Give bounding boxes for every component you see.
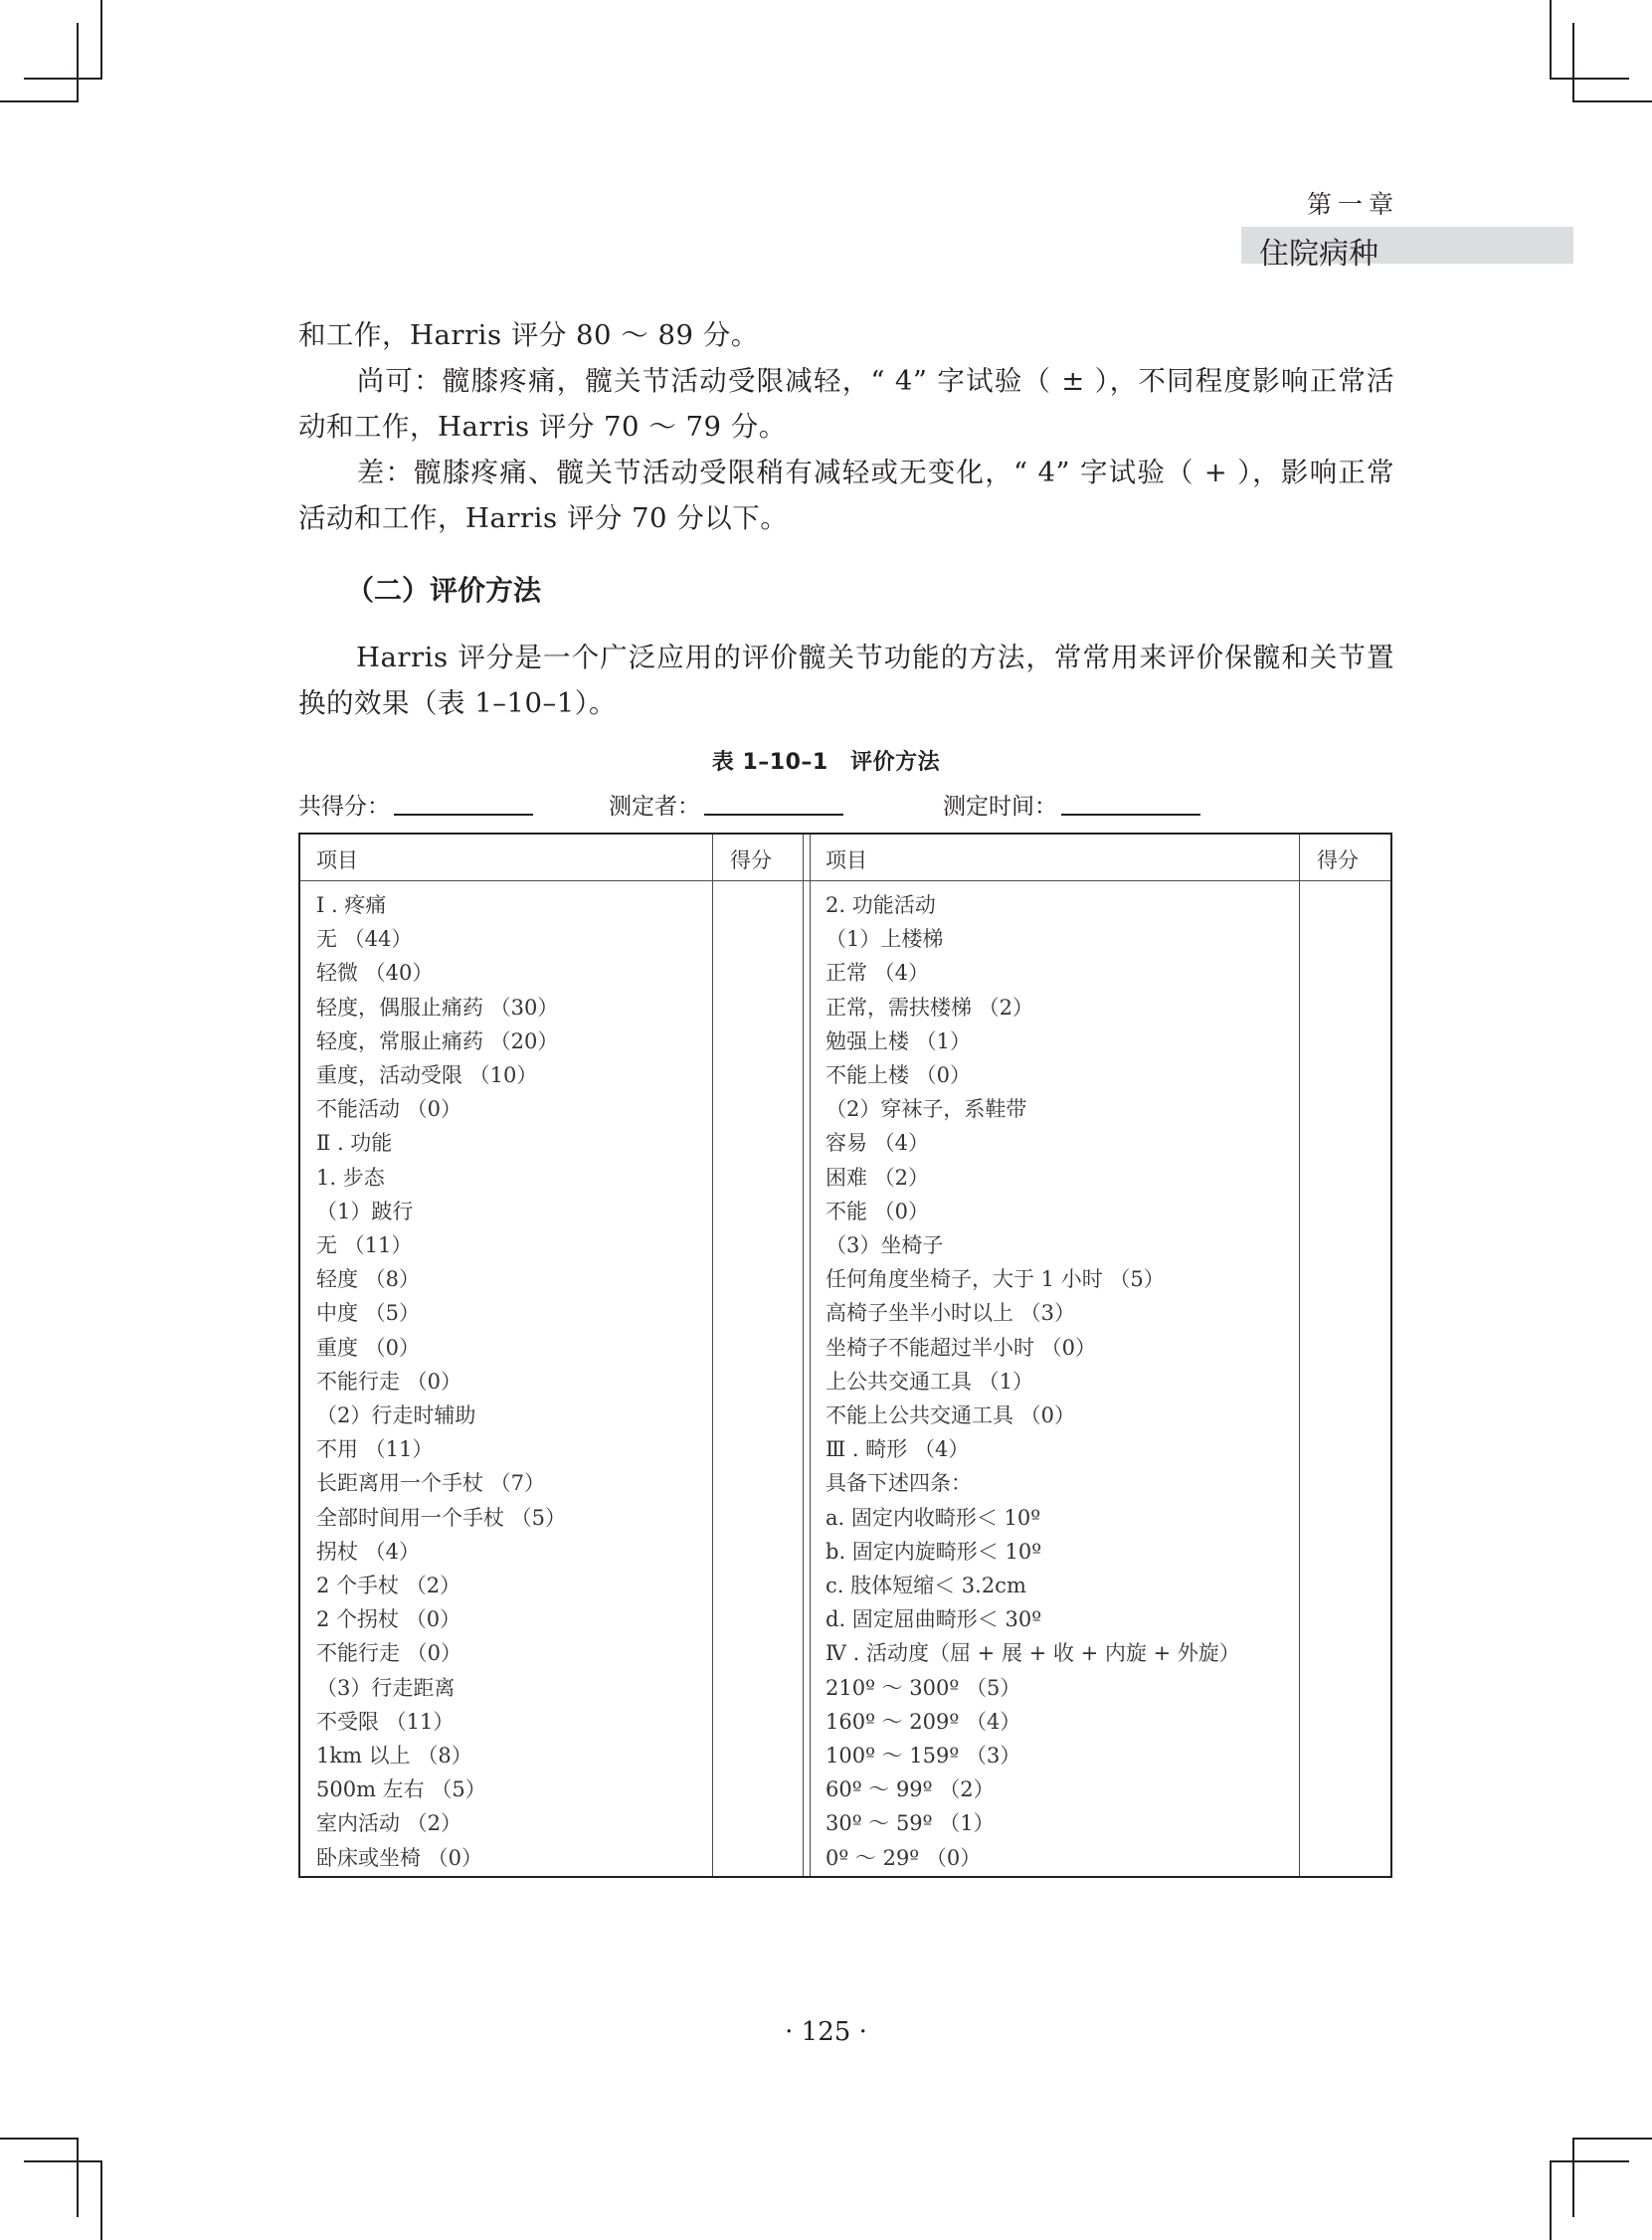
list-item: （2）穿袜子，系鞋带 [826,1097,1027,1122]
list-item: 不能行走 （0） [316,1369,462,1394]
list-item: （3）行走距离 [316,1675,456,1700]
list-item: 全部时间用一个手杖 （5） [316,1505,567,1530]
list-item: Ⅱ . 功能 [316,1131,393,1156]
list-item: 轻度，常服止痛药 （20） [316,1028,559,1053]
list-item: 160º ～ 209º （4） [826,1709,1021,1734]
total-score-label: 共得分： [298,794,390,820]
total-score-blank [394,792,533,816]
list-item: 不能行走 （0） [316,1641,462,1666]
list-item: 无 （44） [316,927,413,952]
list-item: 任何角度坐椅子，大于 1 小时 （5） [826,1267,1165,1292]
list-item: 长距离用一个手杖 （7） [316,1471,546,1496]
column-divider-double-a [803,835,804,1876]
list-item: b. 固定内旋畸形＜ 10º [826,1539,1042,1564]
header-score-right: 得分 [1317,848,1359,872]
list-item: 2 个手杖 （2） [316,1574,461,1598]
list-item: （3）坐椅子 [826,1233,944,1258]
column-divider-double-b [810,835,811,1876]
list-item: Ⅲ . 畸形 （4） [826,1437,970,1462]
list-item: 不能 （0） [826,1199,930,1223]
list-item: 重度 （0） [316,1335,421,1360]
paragraph-text: 和工作，Harris 评分 80 ～ 89 分。 [298,319,759,351]
list-item: 不能上楼 （0） [826,1063,972,1088]
list-item: 重度，活动受限 （10） [316,1063,538,1088]
list-item: （2）行走时辅助 [316,1403,476,1428]
list-item: 210º ～ 300º （5） [826,1675,1021,1700]
list-item: 轻度 （8） [316,1267,421,1292]
list-item: 正常 （4） [826,961,930,986]
chapter-label: 第一章 [1307,190,1400,219]
header-item-left: 项目 [316,848,358,872]
list-item: 坐椅子不能超过半小时 （0） [826,1335,1097,1360]
paragraph-continuation [298,312,1394,358]
list-item: 具备下述四条： [826,1471,972,1496]
assessor-blank [704,792,843,816]
assessment-time-label: 测定时间： [943,794,1057,820]
list-item: Ⅰ . 疼痛 [316,893,387,917]
header-item-right: 项目 [826,848,867,872]
assessor-label: 测定者： [609,794,700,820]
list-item: 困难 （2） [826,1165,930,1190]
header-divider [300,880,1390,881]
column-divider [712,835,713,1876]
list-item: 500m 左右 （5） [316,1777,486,1802]
list-item: 拐杖 （4） [316,1539,421,1564]
list-item: 中度 （5） [316,1301,421,1326]
list-item: 1. 步态 [316,1165,385,1190]
paragraph-intro [298,635,1394,726]
section-heading: （二）评价方法 [346,574,542,607]
assessor-field [609,788,843,821]
list-item: 1km 以上 （8） [316,1744,472,1769]
list-item: 不受限 （11） [316,1709,455,1734]
harris-score-table [298,833,1392,1878]
table-caption: 表 1–10–1 评价方法 [711,750,941,775]
paragraph-text: Harris 评分是一个广泛应用的评价髋关节功能的方法，常常用来评价保髋和关节置换的效果（表 1–10–1）。 [298,642,1394,719]
section-band [1241,227,1573,272]
list-item: 轻度，偶服止痛药 （30） [316,995,559,1020]
paragraph-text: 尚可：髋膝疼痛，髋关节活动受限减轻，“ 4” 字试验（ ± ），不同程度影响正常活动和工作，Harris 评分 70 ～ 79 分。 [298,365,1394,443]
section-title: 住院病种 [1259,237,1378,272]
list-item: d. 固定屈曲畸形＜ 30º [826,1607,1042,1632]
list-item: 不能上公共交通工具 （0） [826,1403,1076,1428]
left-item-list [316,888,566,1875]
list-item: （1）上楼梯 [826,927,944,952]
list-item: 卧床或坐椅 （0） [316,1845,483,1870]
list-item: a. 固定内收畸形＜ 10º [826,1505,1041,1530]
assessment-time-field [943,788,1200,821]
list-item: 无 （11） [316,1233,413,1258]
total-score-field [298,788,533,821]
list-item: 高椅子坐半小时以上 （3） [826,1301,1076,1326]
list-item: 0º ～ 29º （0） [826,1845,982,1870]
right-item-list [826,888,1240,1875]
list-item: 60º ～ 99º （2） [826,1777,995,1802]
assessment-time-blank [1061,792,1200,816]
paragraph-poor [298,450,1394,541]
list-item: 不用 （11） [316,1437,434,1462]
list-item: 100º ～ 159º （3） [826,1744,1021,1769]
page-number: · 125 · [785,2017,867,2047]
list-item: 2. 功能活动 [826,893,936,917]
list-item: （1）跛行 [316,1199,414,1223]
column-divider [1299,835,1300,1876]
list-item: 正常，需扶楼梯 （2） [826,995,1034,1020]
list-item: c. 肢体短缩＜ 3.2cm [826,1574,1026,1598]
list-item: Ⅳ . 活动度（屈 + 展 + 收 + 内旋 + 外旋） [826,1641,1240,1666]
paragraph-text: 差：髋膝疼痛、髋关节活动受限稍有减轻或无变化，“ 4” 字试验（ + ），影响正常活动和工作，Harris 评分 70 分以下。 [298,457,1394,534]
list-item: 上公共交通工具 （1） [826,1369,1034,1394]
list-item: 2 个拐杖 （0） [316,1607,461,1632]
list-item: 容易 （4） [826,1131,930,1156]
paragraph-fair [298,358,1394,450]
list-item: 轻微 （40） [316,961,434,986]
list-item: 30º ～ 59º （1） [826,1811,995,1836]
header-score-left: 得分 [730,848,772,872]
list-item: 不能活动 （0） [316,1097,462,1122]
list-item: 室内活动 （2） [316,1811,462,1836]
list-item: 勉强上楼 （1） [826,1028,972,1053]
